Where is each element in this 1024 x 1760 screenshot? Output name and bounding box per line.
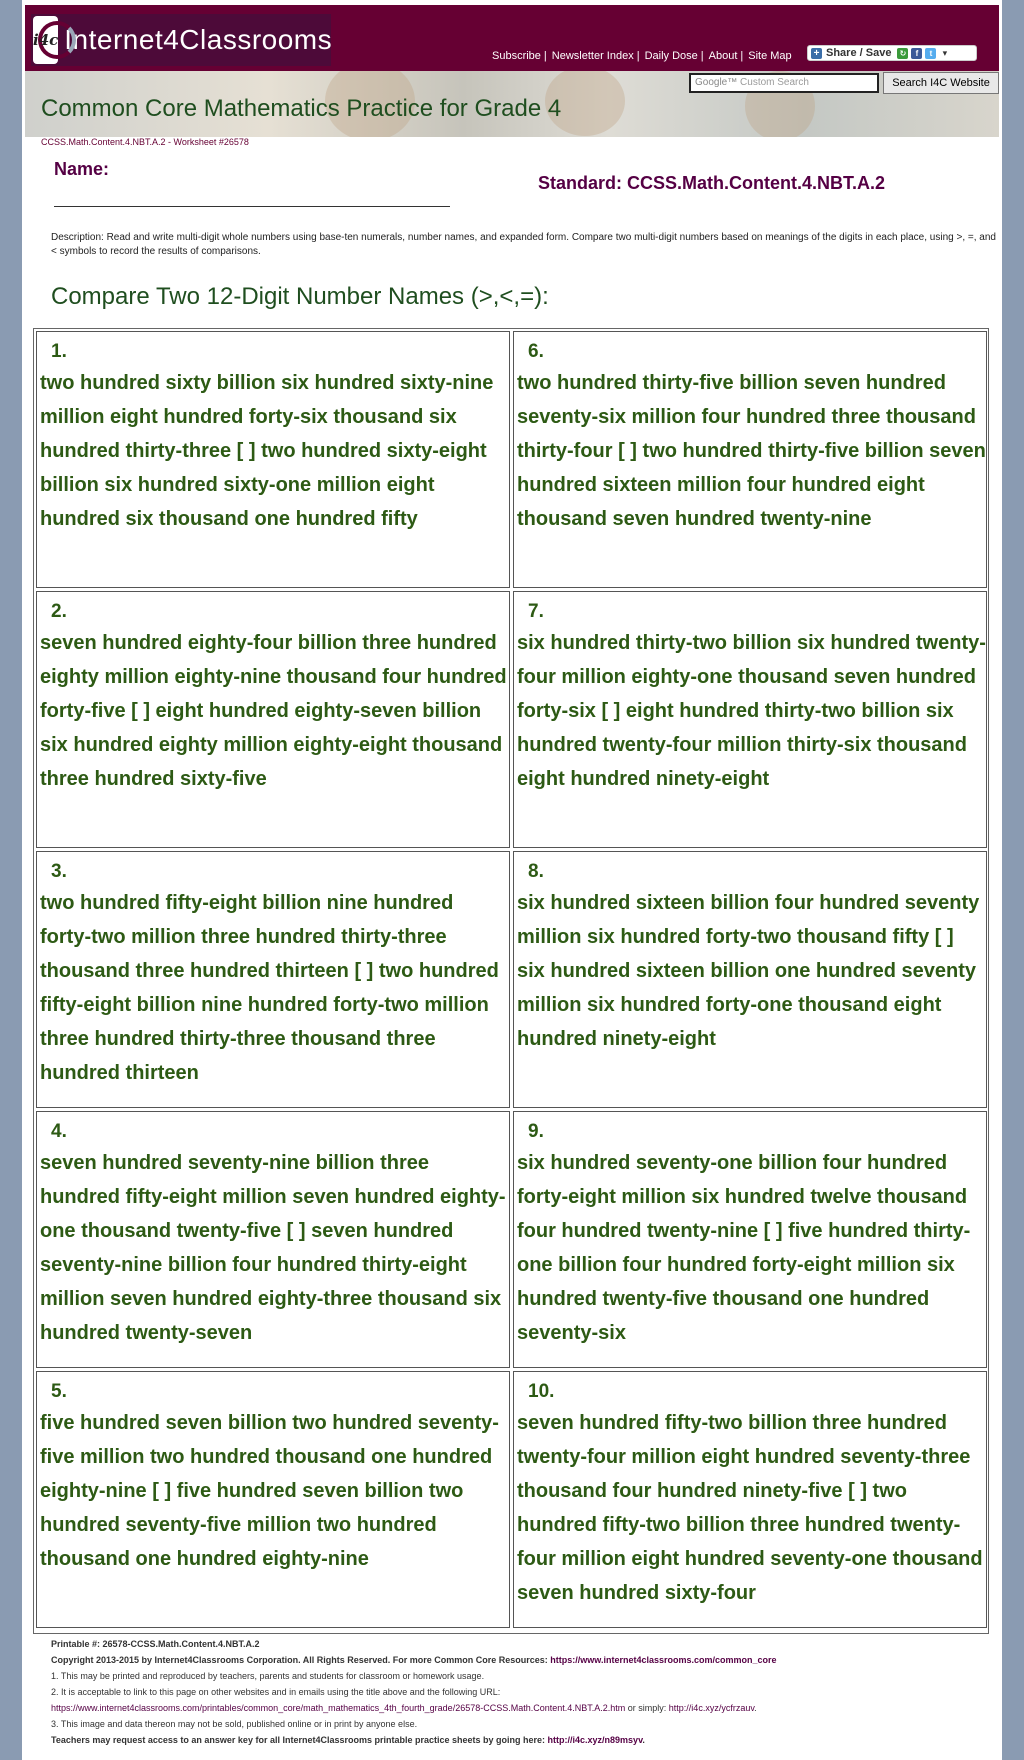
search-input[interactable] — [689, 73, 879, 93]
problem-cell — [513, 331, 987, 588]
url-line — [51, 1700, 996, 1716]
url-end: . — [754, 1703, 757, 1713]
problem-cell — [513, 1111, 987, 1368]
answer-key-text: Teachers may request access to an answer key for all Internet4Classrooms printable practice sheets by going here: — [51, 1735, 548, 1745]
problem-number: 5. — [51, 1381, 67, 1402]
google-search-brand: Google™ — [695, 77, 738, 88]
problem-text: six hundred seventy-one billion four hundred forty-eight million six hundred twelve thousand four hundred twenty-nine [ ] five hundred thirty-one billion four hundred forty-eight million six hundred twenty-five thousand one hundred seventy-six — [517, 1152, 971, 1344]
problem-number: 8. — [528, 861, 544, 882]
usage-note-3: 3. This image and data thereon may not be sold, published online or in print by anyone else. — [51, 1719, 418, 1729]
usage-note-1: 1. This may be printed and reproduced by teachers, parents and students for classroom or homework usage. — [51, 1671, 485, 1681]
site-logo[interactable] — [31, 14, 331, 66]
url-or-text: or simply: — [625, 1703, 669, 1713]
problem-cell — [36, 1111, 510, 1368]
problem-text: seven hundred eighty-four billion three hundred eighty million eighty-nine thousand four hundred forty-five [ ] eight hundred eighty-seven billion six hundred eighty million eighty-eight thousand three hundred sixty-five — [40, 632, 507, 790]
printable-number: Printable #: 26578-CCSS.Math.Content.4.NBT.A.2 — [51, 1639, 260, 1649]
problem-number: 6. — [528, 341, 544, 362]
problem-text: six hundred thirty-two billion six hundred twenty-four million eighty-one thousand seven hundred forty-six [ ] eight hundred thirty-two billion six hundred twenty-four million thirty-six thousand eight hundred ninety-eight — [517, 632, 986, 790]
chevron-down-icon[interactable]: ▾ — [942, 47, 948, 58]
name-label: Name: — [54, 159, 110, 179]
i4c-logo-icon — [33, 16, 58, 64]
footer — [51, 1636, 996, 1748]
nav-daily-dose[interactable]: Daily Dose — [644, 50, 698, 62]
worksheet-id: CCSS.Math.Content.4.NBT.A.2 - Worksheet #26578 — [41, 137, 249, 147]
answer-key-link[interactable]: http://i4c.xyz/n89msyv — [547, 1735, 643, 1745]
problem-cell — [36, 851, 510, 1108]
banner — [25, 71, 999, 137]
search-button[interactable]: Search I4C Website — [883, 72, 999, 94]
problem-number: 3. — [51, 861, 67, 882]
problem-number: 9. — [528, 1121, 544, 1142]
search-placeholder: Custom Search — [740, 77, 809, 88]
twitter-icon[interactable]: t — [925, 48, 936, 59]
share-save-label: Share / Save — [826, 47, 892, 59]
logo-mark-text: i4c — [33, 31, 59, 49]
top-nav: Subscribe | Newsletter Index | Daily Dose | About | Site Map — [492, 50, 792, 62]
problem-text: seven hundred fifty-two billion three hundred twenty-four million eight hundred seventy-three thousand four hundred ninety-five [ ] two hundred fifty-two billion three hundred twenty-four million eight hundred seventy-one thousand seven hundred sixty-four — [517, 1412, 983, 1604]
page — [22, 0, 1002, 1760]
copyright — [51, 1652, 996, 1668]
share-icon[interactable]: ↻ — [897, 48, 908, 59]
problem-text: two hundred sixty billion six hundred sixty-nine million eight hundred forty-six thousand six hundred thirty-three [ ] two hundred sixty-eight billion six hundred sixty-one million eight hundred six thousand one hundred fifty — [40, 372, 494, 530]
problem-number: 1. — [51, 341, 67, 362]
share-save-button[interactable] — [807, 45, 977, 61]
problem-cell — [36, 591, 510, 848]
problem-text: five hundred seven billion two hundred seventy-five million two hundred thousand one hundred eighty-nine [ ] five hundred seven billion two hundred seventy-five million two hundred thousand one hundred eighty-nine — [40, 1412, 499, 1570]
answer-key-end: . — [642, 1735, 645, 1745]
problem-cell — [513, 1371, 987, 1628]
nav-subscribe[interactable]: Subscribe — [492, 50, 541, 62]
site-header — [25, 5, 999, 71]
nav-newsletter-index[interactable]: Newsletter Index — [551, 50, 634, 62]
section-title: Compare Two 12-Digit Number Names (>,<,=): — [51, 283, 549, 310]
page-title: Common Core Mathematics Practice for Grade 4 — [41, 95, 562, 122]
facebook-icon[interactable]: f — [911, 48, 922, 59]
problem-text: seven hundred seventy-nine billion three hundred fifty-eight million seven hundred eighty-one thousand twenty-five [ ] seven hundred seventy-nine billion four hundred thirty-eight million seven hundred eighty-three thousand six hundred twenty-seven — [40, 1152, 506, 1344]
problem-number: 4. — [51, 1121, 67, 1142]
problem-number: 7. — [528, 601, 544, 622]
logo-text: Internet4Classrooms — [64, 24, 333, 55]
short-url-link[interactable]: http://i4c.xyz/ycfrzauv — [668, 1703, 755, 1713]
problem-text: two hundred thirty-five billion seven hundred seventy-six million four hundred three thousand thirty-four [ ] two hundred thirty-five billion seven hundred sixteen million four hundred eight thousand seven hundred twenty-nine — [517, 372, 986, 530]
problem-number: 2. — [51, 601, 67, 622]
worksheet-url-link[interactable]: https://www.internet4classrooms.com/printables/common_core/math_mathematics_4th_fourth_grade/26578-CCSS.Math.Content.4.NBT.A.2.htm — [51, 1703, 626, 1713]
problem-text: two hundred fifty-eight billion nine hundred forty-two million three hundred thirty-three thousand three hundred thirteen [ ] two hundred fifty-eight billion nine hundred forty-two million three hundred thirty-three thousand three hundred thirteen — [40, 892, 499, 1084]
common-core-link[interactable]: https://www.internet4classrooms.com/common_core — [550, 1655, 777, 1665]
description: Description: Read and write multi-digit whole numbers using base-ten numerals, number names, and expanded form. Compare two multi-digit numbers based on meanings of the digits in each place, using >, =, and < symbols to record the results of comparisons. — [51, 232, 996, 257]
problems-table — [33, 328, 989, 1634]
usage-note-2: 2. It is acceptable to link to this page on other websites and in emails using the title above and the following URL: — [51, 1687, 501, 1697]
nav-about[interactable]: About — [708, 50, 738, 62]
copyright-text: Copyright 2013-2015 by Internet4Classrooms Corporation. All Rights Reserved. For more Common Core Resources: — [51, 1655, 551, 1665]
answer-key-note — [51, 1732, 996, 1748]
problem-number: 10. — [528, 1381, 555, 1402]
problem-cell — [513, 851, 987, 1108]
nav-site-map[interactable]: Site Map — [748, 50, 792, 62]
name-line — [54, 206, 450, 207]
problem-cell — [36, 331, 510, 588]
problem-cell — [36, 1371, 510, 1628]
plus-icon: + — [811, 48, 822, 59]
standard-label: Standard: CCSS.Math.Content.4.NBT.A.2 — [538, 173, 886, 193]
problem-text: six hundred sixteen billion four hundred seventy million six hundred forty-two thousand fifty [ ] six hundred sixteen billion one hundred seventy million six hundred forty-one thousand eight hundred ninety-eight — [517, 892, 980, 1050]
problem-cell — [513, 591, 987, 848]
